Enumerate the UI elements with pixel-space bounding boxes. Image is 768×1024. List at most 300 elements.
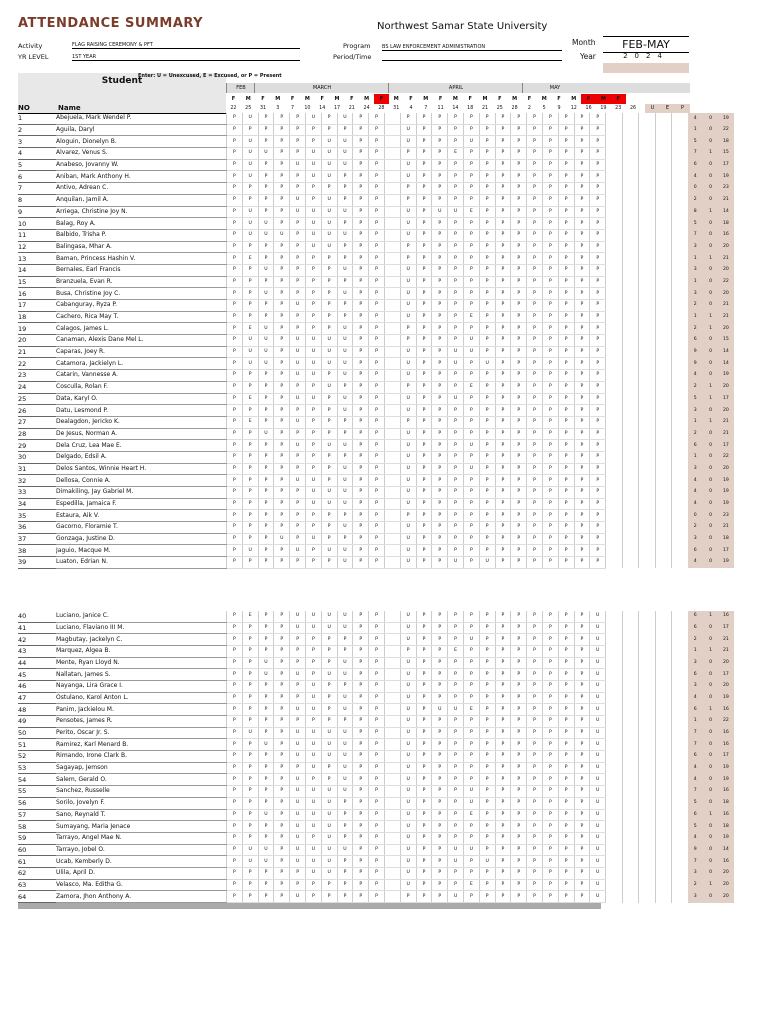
attendance-cell[interactable]: P [511, 557, 527, 569]
attendance-cell[interactable]: P [527, 335, 543, 347]
attendance-cell[interactable] [384, 762, 400, 774]
attendance-cell[interactable] [384, 622, 400, 634]
empty-cell[interactable] [639, 194, 656, 206]
table-row[interactable] [18, 124, 734, 136]
attendance-cell[interactable]: P [416, 522, 432, 534]
attendance-cell[interactable]: P [274, 463, 290, 475]
empty-cell[interactable] [672, 428, 688, 440]
attendance-cell[interactable]: P [416, 113, 432, 124]
empty-cell[interactable] [606, 358, 623, 370]
empty-cell[interactable] [606, 381, 623, 393]
empty-cell[interactable] [622, 704, 639, 716]
table-row[interactable] [18, 463, 734, 475]
attendance-cell[interactable]: P [495, 159, 511, 171]
empty-cell[interactable] [606, 487, 623, 499]
attendance-cell[interactable]: P [527, 533, 543, 545]
attendance-cell[interactable]: P [274, 891, 290, 903]
attendance-cell[interactable]: P [542, 557, 558, 569]
attendance-cell[interactable]: P [479, 786, 495, 798]
attendance-cell[interactable]: U [400, 704, 416, 716]
attendance-cell[interactable]: P [369, 879, 385, 891]
attendance-cell[interactable]: P [227, 148, 243, 160]
attendance-cell[interactable]: P [274, 797, 290, 809]
table-row[interactable] [18, 276, 734, 288]
attendance-cell[interactable]: P [432, 358, 448, 370]
attendance-cell[interactable]: P [274, 774, 290, 786]
attendance-cell[interactable]: P [558, 786, 574, 798]
attendance-cell[interactable]: P [258, 832, 274, 844]
empty-cell[interactable] [639, 124, 656, 136]
attendance-cell[interactable]: P [274, 867, 290, 879]
attendance-cell[interactable]: P [448, 774, 464, 786]
attendance-cell[interactable]: P [227, 751, 243, 763]
attendance-cell[interactable]: U [242, 358, 258, 370]
attendance-cell[interactable]: P [448, 416, 464, 428]
attendance-cell[interactable]: P [353, 463, 369, 475]
attendance-cell[interactable]: P [542, 510, 558, 522]
attendance-cell[interactable]: P [274, 487, 290, 499]
attendance-cell[interactable]: P [495, 335, 511, 347]
attendance-cell[interactable]: P [290, 428, 306, 440]
attendance-cell[interactable]: P [574, 335, 590, 347]
empty-cell[interactable] [622, 300, 639, 312]
attendance-cell[interactable]: P [495, 786, 511, 798]
attendance-cell[interactable]: U [337, 774, 353, 786]
empty-cell[interactable] [655, 346, 672, 358]
attendance-cell[interactable]: P [227, 346, 243, 358]
attendance-cell[interactable]: P [432, 751, 448, 763]
empty-cell[interactable] [655, 487, 672, 499]
empty-cell[interactable] [639, 288, 656, 300]
attendance-cell[interactable]: U [337, 786, 353, 798]
attendance-cell[interactable]: P [353, 370, 369, 382]
empty-cell[interactable] [672, 557, 688, 569]
attendance-cell[interactable]: P [353, 692, 369, 704]
empty-cell[interactable] [622, 487, 639, 499]
attendance-cell[interactable]: P [305, 463, 321, 475]
attendance-cell[interactable]: P [337, 821, 353, 833]
attendance-cell[interactable]: P [432, 762, 448, 774]
empty-cell[interactable] [606, 680, 623, 692]
attendance-cell[interactable]: U [305, 844, 321, 856]
attendance-cell[interactable]: U [337, 522, 353, 534]
attendance-cell[interactable]: P [321, 762, 337, 774]
attendance-cell[interactable]: U [242, 844, 258, 856]
empty-cell[interactable] [672, 229, 688, 241]
table-row[interactable] [18, 206, 734, 218]
attendance-cell[interactable]: P [416, 751, 432, 763]
attendance-cell[interactable]: P [527, 545, 543, 557]
attendance-cell[interactable]: E [242, 253, 258, 265]
attendance-cell[interactable]: P [511, 440, 527, 452]
empty-cell[interactable] [639, 510, 656, 522]
empty-cell[interactable] [606, 522, 623, 534]
attendance-cell[interactable]: P [274, 856, 290, 868]
attendance-cell[interactable] [384, 487, 400, 499]
attendance-cell[interactable]: U [337, 370, 353, 382]
empty-cell[interactable] [622, 498, 639, 510]
attendance-cell[interactable]: P [495, 218, 511, 230]
attendance-cell[interactable]: P [448, 428, 464, 440]
attendance-cell[interactable]: P [495, 821, 511, 833]
attendance-cell[interactable]: P [416, 622, 432, 634]
attendance-cell[interactable]: P [353, 475, 369, 487]
attendance-cell[interactable]: P [416, 510, 432, 522]
attendance-cell[interactable]: U [590, 680, 606, 692]
attendance-cell[interactable]: P [321, 891, 337, 903]
attendance-cell[interactable]: P [353, 832, 369, 844]
attendance-cell[interactable]: P [369, 487, 385, 499]
attendance-cell[interactable]: P [227, 171, 243, 183]
empty-cell[interactable] [639, 253, 656, 265]
attendance-cell[interactable]: P [353, 288, 369, 300]
empty-cell[interactable] [639, 751, 656, 763]
attendance-cell[interactable]: U [400, 856, 416, 868]
attendance-cell[interactable]: P [305, 194, 321, 206]
attendance-cell[interactable]: P [321, 276, 337, 288]
attendance-cell[interactable]: P [495, 428, 511, 440]
empty-cell[interactable] [655, 774, 672, 786]
empty-cell[interactable] [639, 206, 656, 218]
attendance-cell[interactable] [384, 545, 400, 557]
empty-cell[interactable] [622, 405, 639, 417]
attendance-cell[interactable]: U [321, 809, 337, 821]
attendance-cell[interactable]: P [400, 148, 416, 160]
empty-cell[interactable] [622, 124, 639, 136]
attendance-cell[interactable]: U [337, 762, 353, 774]
empty-cell[interactable] [655, 739, 672, 751]
attendance-cell[interactable]: P [369, 645, 385, 657]
attendance-cell[interactable]: P [305, 276, 321, 288]
attendance-cell[interactable]: P [432, 786, 448, 798]
attendance-cell[interactable]: P [274, 692, 290, 704]
empty-cell[interactable] [606, 183, 623, 195]
empty-cell[interactable] [655, 311, 672, 323]
attendance-cell[interactable]: P [463, 611, 479, 622]
period-value[interactable] [382, 54, 562, 61]
attendance-cell[interactable]: P [542, 218, 558, 230]
empty-cell[interactable] [622, 856, 639, 868]
attendance-cell[interactable]: P [558, 253, 574, 265]
attendance-cell[interactable]: U [305, 159, 321, 171]
attendance-cell[interactable]: P [590, 335, 606, 347]
attendance-cell[interactable]: P [479, 264, 495, 276]
attendance-cell[interactable]: P [242, 891, 258, 903]
attendance-cell[interactable]: U [242, 159, 258, 171]
attendance-cell[interactable]: U [463, 786, 479, 798]
attendance-cell[interactable]: P [479, 440, 495, 452]
attendance-cell[interactable]: P [400, 645, 416, 657]
empty-cell[interactable] [672, 311, 688, 323]
attendance-cell[interactable]: U [400, 611, 416, 622]
table-row[interactable] [18, 393, 734, 405]
empty-cell[interactable] [606, 463, 623, 475]
attendance-cell[interactable]: P [369, 358, 385, 370]
attendance-cell[interactable]: P [274, 510, 290, 522]
attendance-cell[interactable]: P [495, 358, 511, 370]
attendance-cell[interactable]: U [400, 171, 416, 183]
attendance-cell[interactable]: P [542, 148, 558, 160]
attendance-cell[interactable]: P [305, 428, 321, 440]
empty-cell[interactable] [655, 300, 672, 312]
attendance-cell[interactable]: P [321, 704, 337, 716]
table-row[interactable] [18, 183, 734, 195]
attendance-cell[interactable] [384, 253, 400, 265]
attendance-cell[interactable]: P [290, 218, 306, 230]
attendance-cell[interactable]: P [495, 716, 511, 728]
attendance-cell[interactable]: P [590, 498, 606, 510]
attendance-cell[interactable]: P [321, 475, 337, 487]
attendance-cell[interactable]: P [495, 622, 511, 634]
attendance-cell[interactable]: P [558, 879, 574, 891]
table-row[interactable] [18, 634, 734, 646]
attendance-cell[interactable]: P [369, 428, 385, 440]
attendance-cell[interactable]: U [337, 704, 353, 716]
attendance-cell[interactable]: U [321, 821, 337, 833]
attendance-cell[interactable]: P [290, 657, 306, 669]
empty-cell[interactable] [606, 879, 623, 891]
empty-cell[interactable] [639, 844, 656, 856]
attendance-cell[interactable]: U [337, 159, 353, 171]
attendance-cell[interactable] [384, 475, 400, 487]
attendance-cell[interactable]: U [321, 171, 337, 183]
attendance-cell[interactable]: P [527, 288, 543, 300]
attendance-cell[interactable]: P [558, 241, 574, 253]
attendance-cell[interactable]: P [242, 557, 258, 569]
attendance-cell[interactable]: P [305, 657, 321, 669]
attendance-cell[interactable]: U [321, 206, 337, 218]
attendance-cell[interactable]: U [448, 704, 464, 716]
empty-cell[interactable] [639, 335, 656, 347]
attendance-cell[interactable]: U [305, 692, 321, 704]
empty-cell[interactable] [606, 253, 623, 265]
attendance-cell[interactable]: P [448, 335, 464, 347]
attendance-cell[interactable] [384, 393, 400, 405]
attendance-cell[interactable]: P [463, 148, 479, 160]
attendance-cell[interactable]: P [369, 634, 385, 646]
attendance-cell[interactable]: P [479, 510, 495, 522]
empty-cell[interactable] [606, 124, 623, 136]
attendance-cell[interactable]: P [274, 358, 290, 370]
attendance-cell[interactable]: P [227, 288, 243, 300]
attendance-cell[interactable]: P [353, 704, 369, 716]
attendance-cell[interactable]: P [463, 680, 479, 692]
attendance-cell[interactable]: P [432, 510, 448, 522]
attendance-cell[interactable]: P [511, 346, 527, 358]
attendance-cell[interactable]: U [337, 405, 353, 417]
attendance-cell[interactable]: P [353, 786, 369, 798]
attendance-cell[interactable]: P [527, 622, 543, 634]
attendance-cell[interactable]: P [463, 358, 479, 370]
attendance-cell[interactable]: P [448, 510, 464, 522]
empty-cell[interactable] [639, 358, 656, 370]
table-row[interactable] [18, 809, 734, 821]
attendance-cell[interactable]: U [337, 288, 353, 300]
attendance-cell[interactable]: P [495, 183, 511, 195]
attendance-cell[interactable]: P [432, 159, 448, 171]
attendance-cell[interactable]: P [227, 832, 243, 844]
attendance-cell[interactable]: U [590, 879, 606, 891]
attendance-cell[interactable] [384, 288, 400, 300]
attendance-cell[interactable]: P [495, 704, 511, 716]
attendance-cell[interactable] [384, 867, 400, 879]
attendance-cell[interactable] [384, 428, 400, 440]
attendance-cell[interactable]: P [590, 311, 606, 323]
attendance-cell[interactable]: U [400, 809, 416, 821]
attendance-cell[interactable]: U [432, 704, 448, 716]
attendance-cell[interactable]: P [542, 335, 558, 347]
attendance-cell[interactable]: P [448, 183, 464, 195]
attendance-cell[interactable]: P [416, 159, 432, 171]
attendance-cell[interactable]: P [463, 821, 479, 833]
attendance-cell[interactable]: U [321, 856, 337, 868]
empty-cell[interactable] [639, 821, 656, 833]
attendance-cell[interactable]: P [432, 809, 448, 821]
attendance-cell[interactable]: U [337, 113, 353, 124]
attendance-cell[interactable]: P [527, 498, 543, 510]
attendance-cell[interactable]: P [527, 634, 543, 646]
attendance-cell[interactable]: P [479, 821, 495, 833]
attendance-cell[interactable] [384, 634, 400, 646]
empty-cell[interactable] [622, 774, 639, 786]
attendance-cell[interactable]: P [227, 867, 243, 879]
attendance-cell[interactable]: P [463, 113, 479, 124]
empty-cell[interactable] [606, 113, 623, 124]
empty-cell[interactable] [622, 510, 639, 522]
attendance-cell[interactable]: P [511, 370, 527, 382]
empty-cell[interactable] [672, 451, 688, 463]
attendance-cell[interactable]: P [353, 124, 369, 136]
attendance-cell[interactable]: P [479, 522, 495, 534]
empty-cell[interactable] [639, 622, 656, 634]
attendance-cell[interactable]: U [400, 545, 416, 557]
attendance-cell[interactable]: U [337, 669, 353, 681]
attendance-cell[interactable]: P [558, 206, 574, 218]
attendance-cell[interactable]: P [416, 218, 432, 230]
empty-cell[interactable] [655, 229, 672, 241]
attendance-cell[interactable]: P [227, 218, 243, 230]
attendance-cell[interactable]: P [590, 253, 606, 265]
empty-cell[interactable] [672, 739, 688, 751]
attendance-cell[interactable]: P [432, 716, 448, 728]
attendance-cell[interactable]: E [242, 323, 258, 335]
attendance-cell[interactable]: P [242, 370, 258, 382]
empty-cell[interactable] [672, 335, 688, 347]
table-row[interactable] [18, 774, 734, 786]
attendance-cell[interactable]: P [558, 545, 574, 557]
attendance-cell[interactable]: U [400, 159, 416, 171]
empty-cell[interactable] [606, 346, 623, 358]
attendance-cell[interactable]: U [337, 335, 353, 347]
attendance-cell[interactable]: P [511, 428, 527, 440]
attendance-cell[interactable]: P [416, 739, 432, 751]
attendance-cell[interactable]: P [353, 159, 369, 171]
attendance-cell[interactable]: P [542, 358, 558, 370]
attendance-cell[interactable]: P [527, 821, 543, 833]
attendance-cell[interactable]: P [321, 533, 337, 545]
attendance-cell[interactable]: P [558, 346, 574, 358]
attendance-cell[interactable]: P [542, 475, 558, 487]
attendance-cell[interactable]: P [369, 739, 385, 751]
attendance-cell[interactable]: P [590, 229, 606, 241]
attendance-cell[interactable]: U [590, 832, 606, 844]
attendance-cell[interactable]: P [479, 124, 495, 136]
attendance-cell[interactable]: P [353, 487, 369, 499]
attendance-cell[interactable]: P [495, 475, 511, 487]
attendance-cell[interactable]: P [416, 194, 432, 206]
attendance-cell[interactable]: P [479, 634, 495, 646]
attendance-cell[interactable]: P [305, 288, 321, 300]
attendance-cell[interactable]: P [479, 611, 495, 622]
attendance-cell[interactable]: P [227, 475, 243, 487]
empty-cell[interactable] [672, 867, 688, 879]
attendance-cell[interactable]: E [463, 879, 479, 891]
attendance-cell[interactable]: P [432, 844, 448, 856]
attendance-cell[interactable]: P [321, 716, 337, 728]
attendance-cell[interactable]: P [511, 183, 527, 195]
attendance-cell[interactable]: P [590, 346, 606, 358]
attendance-cell[interactable]: P [274, 440, 290, 452]
attendance-cell[interactable]: U [337, 323, 353, 335]
empty-cell[interactable] [655, 323, 672, 335]
attendance-cell[interactable]: P [227, 416, 243, 428]
attendance-cell[interactable]: P [305, 669, 321, 681]
attendance-cell[interactable]: P [369, 323, 385, 335]
empty-cell[interactable] [655, 692, 672, 704]
attendance-cell[interactable]: P [227, 311, 243, 323]
empty-cell[interactable] [606, 311, 623, 323]
attendance-cell[interactable]: P [542, 545, 558, 557]
attendance-cell[interactable]: U [590, 657, 606, 669]
attendance-cell[interactable]: U [400, 475, 416, 487]
attendance-cell[interactable]: P [353, 622, 369, 634]
attendance-cell[interactable]: P [416, 440, 432, 452]
attendance-cell[interactable]: P [242, 704, 258, 716]
attendance-cell[interactable]: P [574, 475, 590, 487]
attendance-cell[interactable]: P [242, 241, 258, 253]
attendance-cell[interactable]: P [337, 680, 353, 692]
attendance-cell[interactable]: P [242, 809, 258, 821]
attendance-cell[interactable]: P [495, 393, 511, 405]
table-row[interactable] [18, 253, 734, 265]
attendance-cell[interactable]: U [321, 797, 337, 809]
attendance-cell[interactable]: U [337, 498, 353, 510]
empty-cell[interactable] [672, 171, 688, 183]
attendance-cell[interactable]: P [590, 487, 606, 499]
attendance-cell[interactable]: P [479, 727, 495, 739]
empty-cell[interactable] [672, 692, 688, 704]
attendance-cell[interactable]: P [337, 276, 353, 288]
attendance-cell[interactable]: P [527, 463, 543, 475]
attendance-cell[interactable] [384, 463, 400, 475]
attendance-cell[interactable]: P [432, 393, 448, 405]
attendance-cell[interactable]: P [479, 370, 495, 382]
attendance-cell[interactable] [384, 856, 400, 868]
attendance-cell[interactable]: P [432, 657, 448, 669]
attendance-cell[interactable]: P [353, 856, 369, 868]
attendance-cell[interactable]: U [479, 856, 495, 868]
attendance-cell[interactable]: P [542, 288, 558, 300]
empty-cell[interactable] [639, 416, 656, 428]
attendance-cell[interactable]: P [542, 727, 558, 739]
empty-cell[interactable] [672, 346, 688, 358]
attendance-cell[interactable]: U [242, 218, 258, 230]
attendance-cell[interactable]: P [558, 264, 574, 276]
attendance-cell[interactable]: P [353, 300, 369, 312]
attendance-cell[interactable]: P [463, 428, 479, 440]
attendance-cell[interactable]: P [511, 510, 527, 522]
empty-cell[interactable] [622, 393, 639, 405]
